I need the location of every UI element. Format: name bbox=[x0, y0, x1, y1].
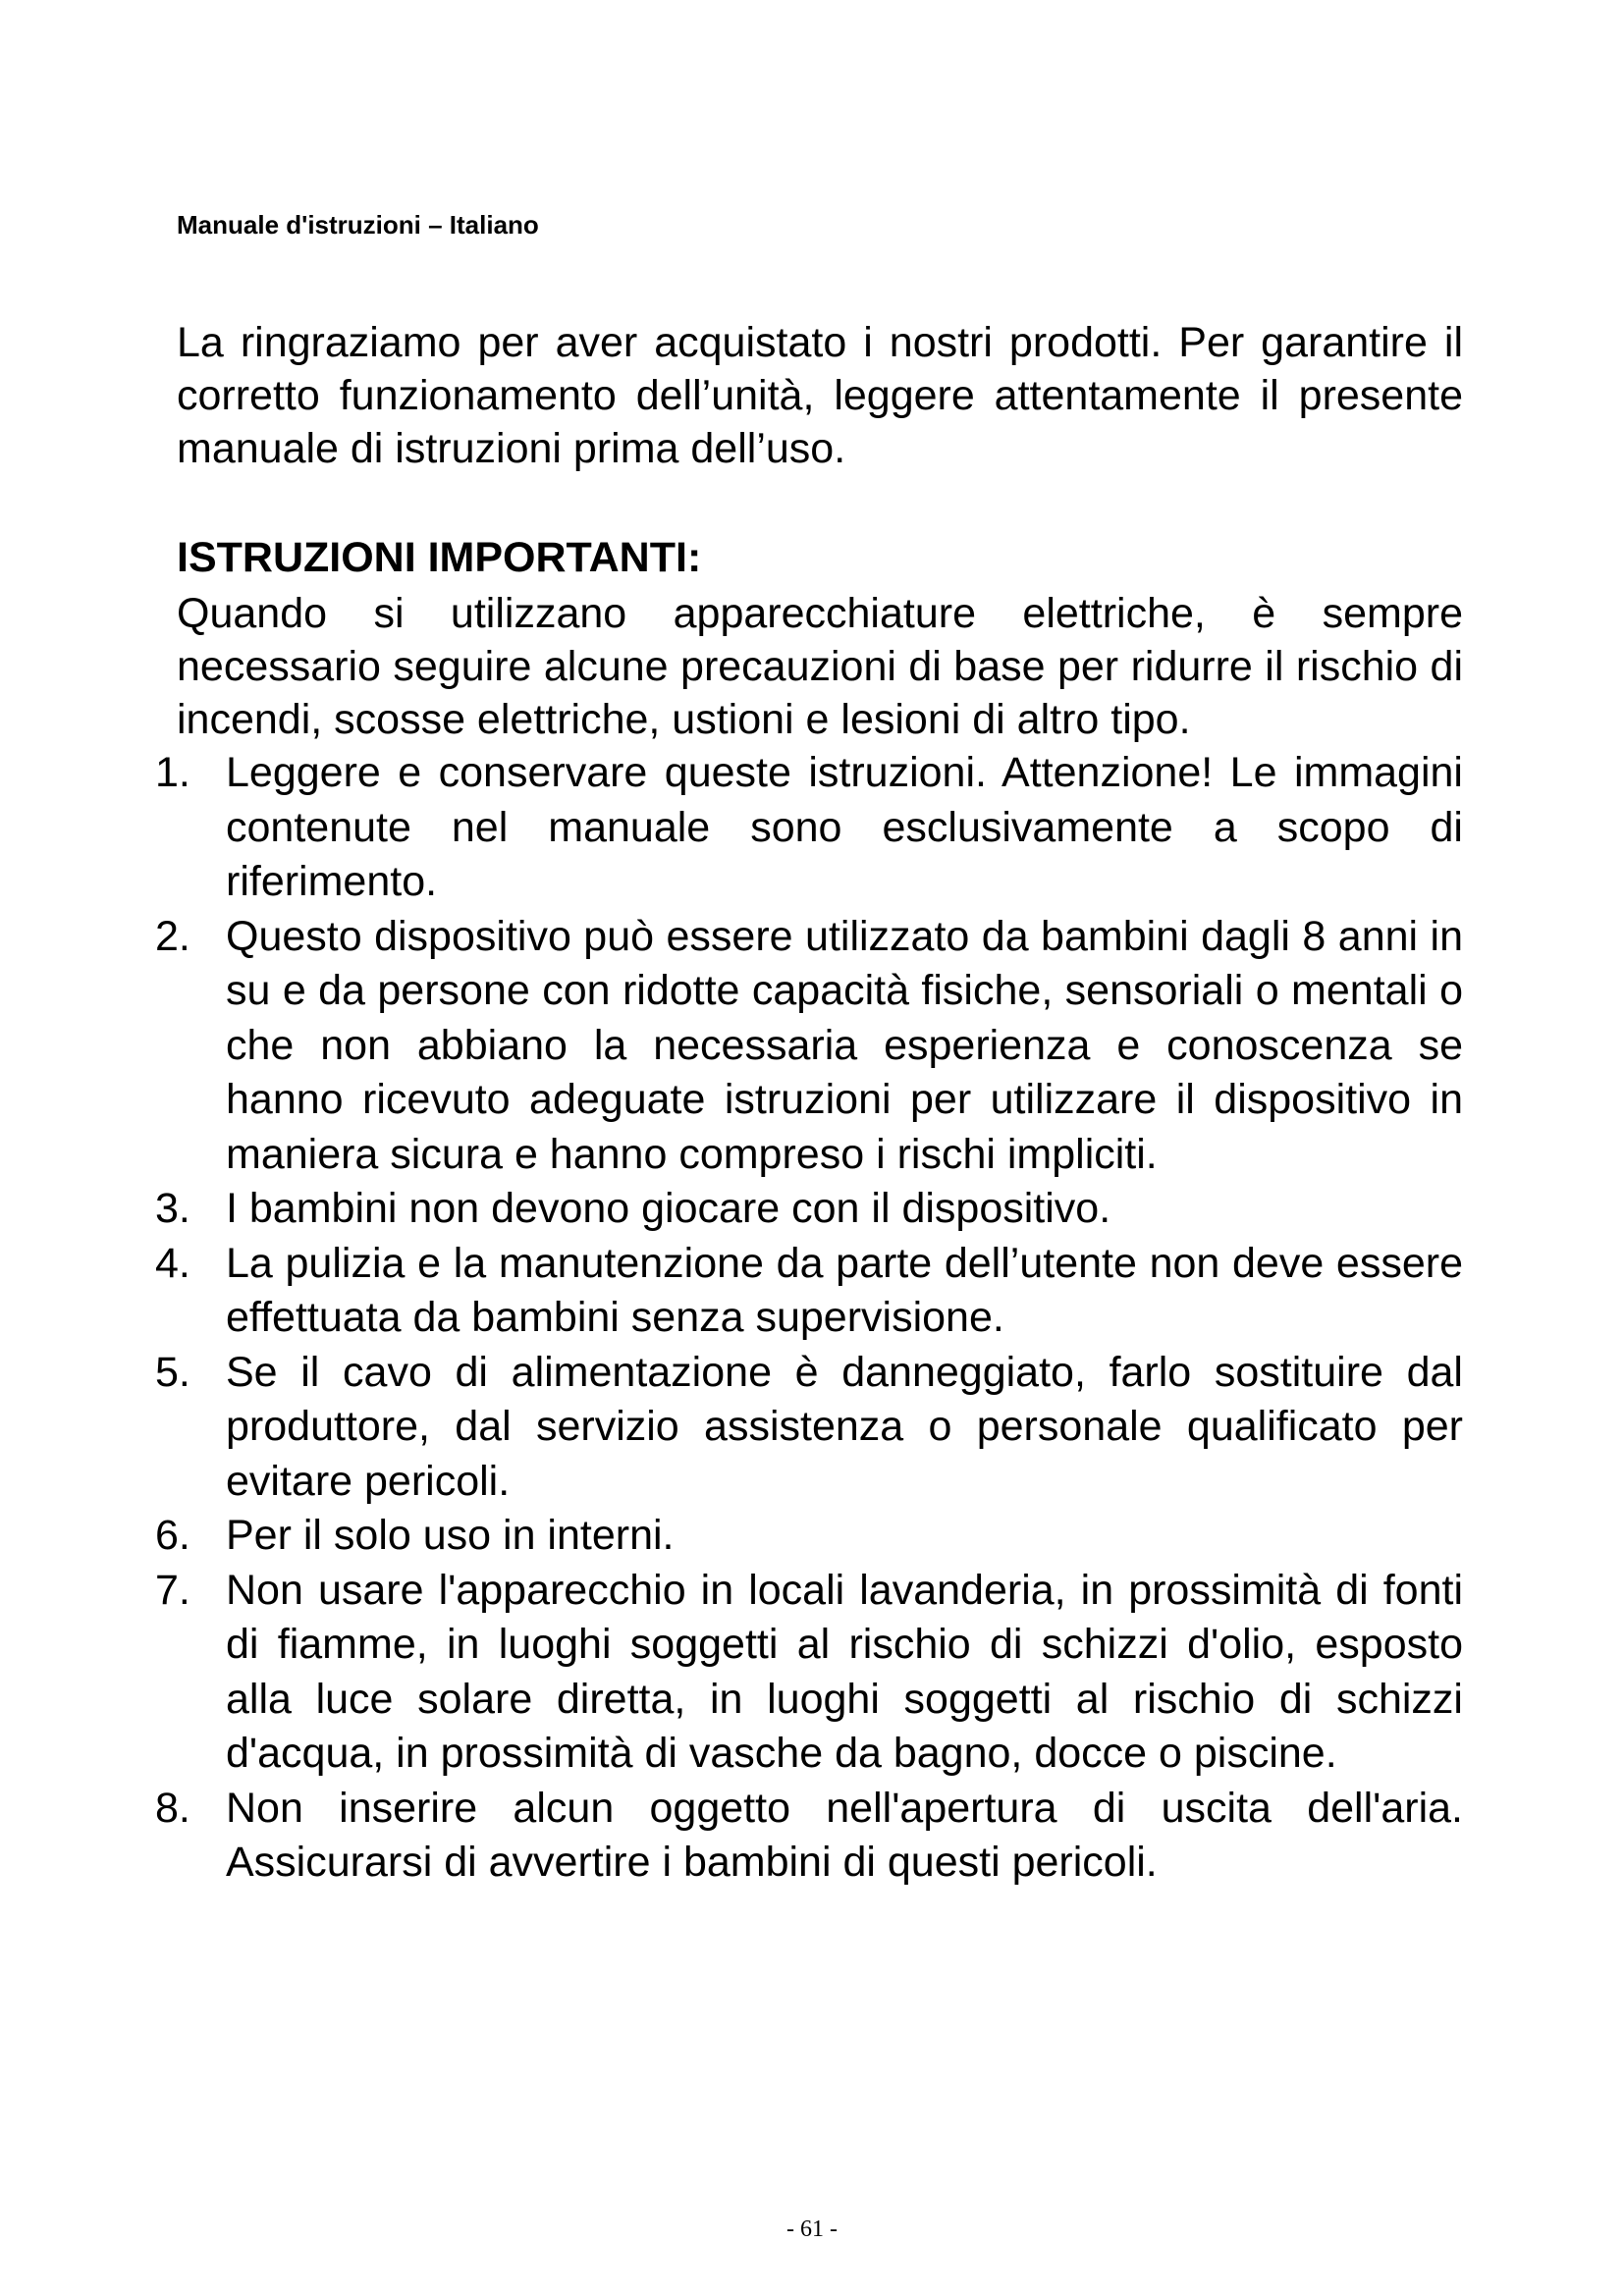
page-content bbox=[155, 316, 1463, 1891]
instruction-number: 6. bbox=[155, 1512, 190, 1559]
instruction-number: 1. bbox=[155, 749, 190, 796]
instruction-number: 7. bbox=[155, 1566, 190, 1614]
section-title: ISTRUZIONI IMPORTANTI: bbox=[177, 534, 702, 581]
running-header: Manuale d'istruzioni – Italiano bbox=[177, 210, 539, 240]
instruction-text: Non inserire alcun oggetto nell'apertura di uscita dell'aria. Assicurarsi di avvertire i bambini di questi pericoli. bbox=[226, 1784, 1463, 1886]
instruction-item bbox=[155, 1346, 1463, 1510]
instruction-number: 3. bbox=[155, 1185, 190, 1232]
instruction-item bbox=[155, 1182, 1463, 1237]
instruction-text: Per il solo uso in interni. bbox=[226, 1512, 675, 1559]
instruction-number: 2. bbox=[155, 912, 190, 960]
instruction-list bbox=[155, 746, 1463, 1891]
instruction-text: Leggere e conservare queste istruzioni. Attenzione! Le immagini contenute nel manuale sono esclusivamente a scopo di riferimento. bbox=[226, 749, 1463, 905]
instruction-number: 5. bbox=[155, 1348, 190, 1396]
instruction-item bbox=[155, 746, 1463, 910]
instruction-item bbox=[155, 1237, 1463, 1346]
instruction-number: 8. bbox=[155, 1784, 190, 1832]
instruction-text: La pulizia e la manutenzione da parte dell’utente non deve essere effettuata da bambini senza supervisione. bbox=[226, 1239, 1463, 1341]
intro-paragraph: La ringraziamo per aver acquistato i nostri prodotti. Per garantire il corretto funzionamento dell’unità, leggere attentamente il presente manuale di istruzioni prima dell’uso. bbox=[177, 319, 1463, 472]
instruction-item bbox=[155, 1782, 1463, 1891]
instruction-number: 4. bbox=[155, 1239, 190, 1287]
instruction-text: I bambini non devono giocare con il dispositivo. bbox=[226, 1185, 1111, 1232]
instruction-text: Se il cavo di alimentazione è danneggiato, farlo sostituire dal produttore, dal servizio assistenza o personale qualificato per evitare pericoli. bbox=[226, 1348, 1463, 1505]
instruction-item bbox=[155, 1564, 1463, 1782]
instruction-item bbox=[155, 1509, 1463, 1564]
instruction-item bbox=[155, 910, 1463, 1183]
page-number: - 61 - bbox=[786, 2216, 838, 2242]
instruction-text: Questo dispositivo può essere utilizzato da bambini dagli 8 anni in su e da persone con ridotte capacità fisiche, sensoriali o mentali o che non abbiano la necessaria esperienza e conoscenza se hanno ricevuto adeguate istruzioni per utilizzare il dispositivo in maniera sicura e hanno compreso i rischi impliciti. bbox=[226, 912, 1463, 1178]
instruction-text: Non usare l'apparecchio in locali lavanderia, in prossimità di fonti di fiamme, in luoghi soggetti al rischio di schizzi d'olio, esposto alla luce solare diretta, in luoghi soggetti al rischio di schizzi d'acqua, in prossimità di vasche da bagno, docce o piscine. bbox=[226, 1566, 1463, 1777]
section-intro-paragraph: Quando si utilizzano apparecchiature elettriche, è sempre necessario seguire alcune precauzioni di base per ridurre il rischio di incendi, scosse elettriche, ustioni e lesioni di altro tipo. bbox=[177, 590, 1463, 743]
